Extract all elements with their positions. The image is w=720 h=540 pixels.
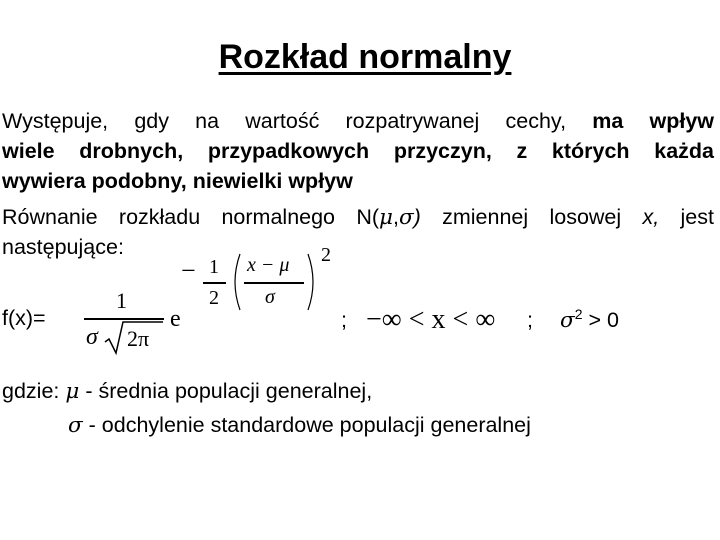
intro-line-1-text: Występuje, gdy na wartość rozpatrywanej cechy, — [2, 109, 567, 133]
variable-x: x, — [642, 205, 660, 229]
exp-inner-den: σ — [265, 286, 275, 308]
equation-intro-line-2: następujące: — [2, 235, 124, 259]
exp-inner-num: x − μ — [247, 254, 290, 276]
exp-minus: − — [181, 256, 196, 285]
legend-mu-text: - średnia populacji generalnej, — [79, 379, 373, 403]
close-paren: ) — [413, 205, 421, 229]
intro-line-1-bold: ma wpływ — [592, 109, 715, 133]
exp-base: e — [170, 306, 181, 332]
domain-text: −∞ < x < ∞ — [366, 304, 496, 335]
legend-sigma — [68, 410, 708, 441]
sigma-symbol: σ — [398, 205, 414, 230]
legend-mu-symbol: μ — [65, 379, 80, 404]
variance-rest: > 0 — [582, 308, 619, 333]
exp-power: 2 — [321, 244, 331, 266]
legend-sigma-text: - odchylenie standardowe populacji generalnej — [82, 413, 531, 437]
legend-sigma-symbol: σ — [68, 413, 83, 438]
formula-lhs: f(x)= — [2, 306, 46, 330]
intro-line-3: wywiera podobny, niewielki wpływ — [2, 169, 353, 193]
comma: , — [392, 205, 399, 229]
equation-intro-text-1: Równanie rozkładu normalnego N( — [2, 205, 379, 229]
separator-2: ; — [527, 308, 533, 332]
variance-exponent: 2 — [574, 306, 583, 322]
mu-symbol: μ — [379, 205, 393, 230]
coef-root-content — [127, 326, 149, 352]
exp-half-den: 2 — [209, 287, 219, 309]
root-content: 2π — [127, 326, 150, 351]
intro-line-1 — [2, 106, 714, 136]
exp-inner-bar — [244, 282, 304, 284]
intro-line-2: wiele drobnych, przypadkowych przyczyn, z których każda — [2, 139, 714, 163]
legend-mu — [2, 376, 714, 407]
legend-prefix: gdzie: — [2, 379, 60, 403]
exp-half-num: 1 — [209, 256, 219, 278]
coef-sigma: σ — [86, 324, 98, 350]
variance-condition — [560, 306, 619, 333]
domain-condition — [366, 304, 495, 336]
page-title: Rozkład normalny — [218, 38, 512, 76]
variance-sigma: σ — [560, 308, 575, 334]
exp-half-bar — [203, 282, 226, 284]
equation-intro-text-3: jest — [680, 205, 714, 229]
coef-numerator: 1 — [116, 288, 127, 313]
separator-1: ; — [341, 308, 347, 332]
equation-intro-text-2: zmiennej losowej — [420, 205, 622, 229]
equation-intro-line-1 — [2, 202, 714, 233]
